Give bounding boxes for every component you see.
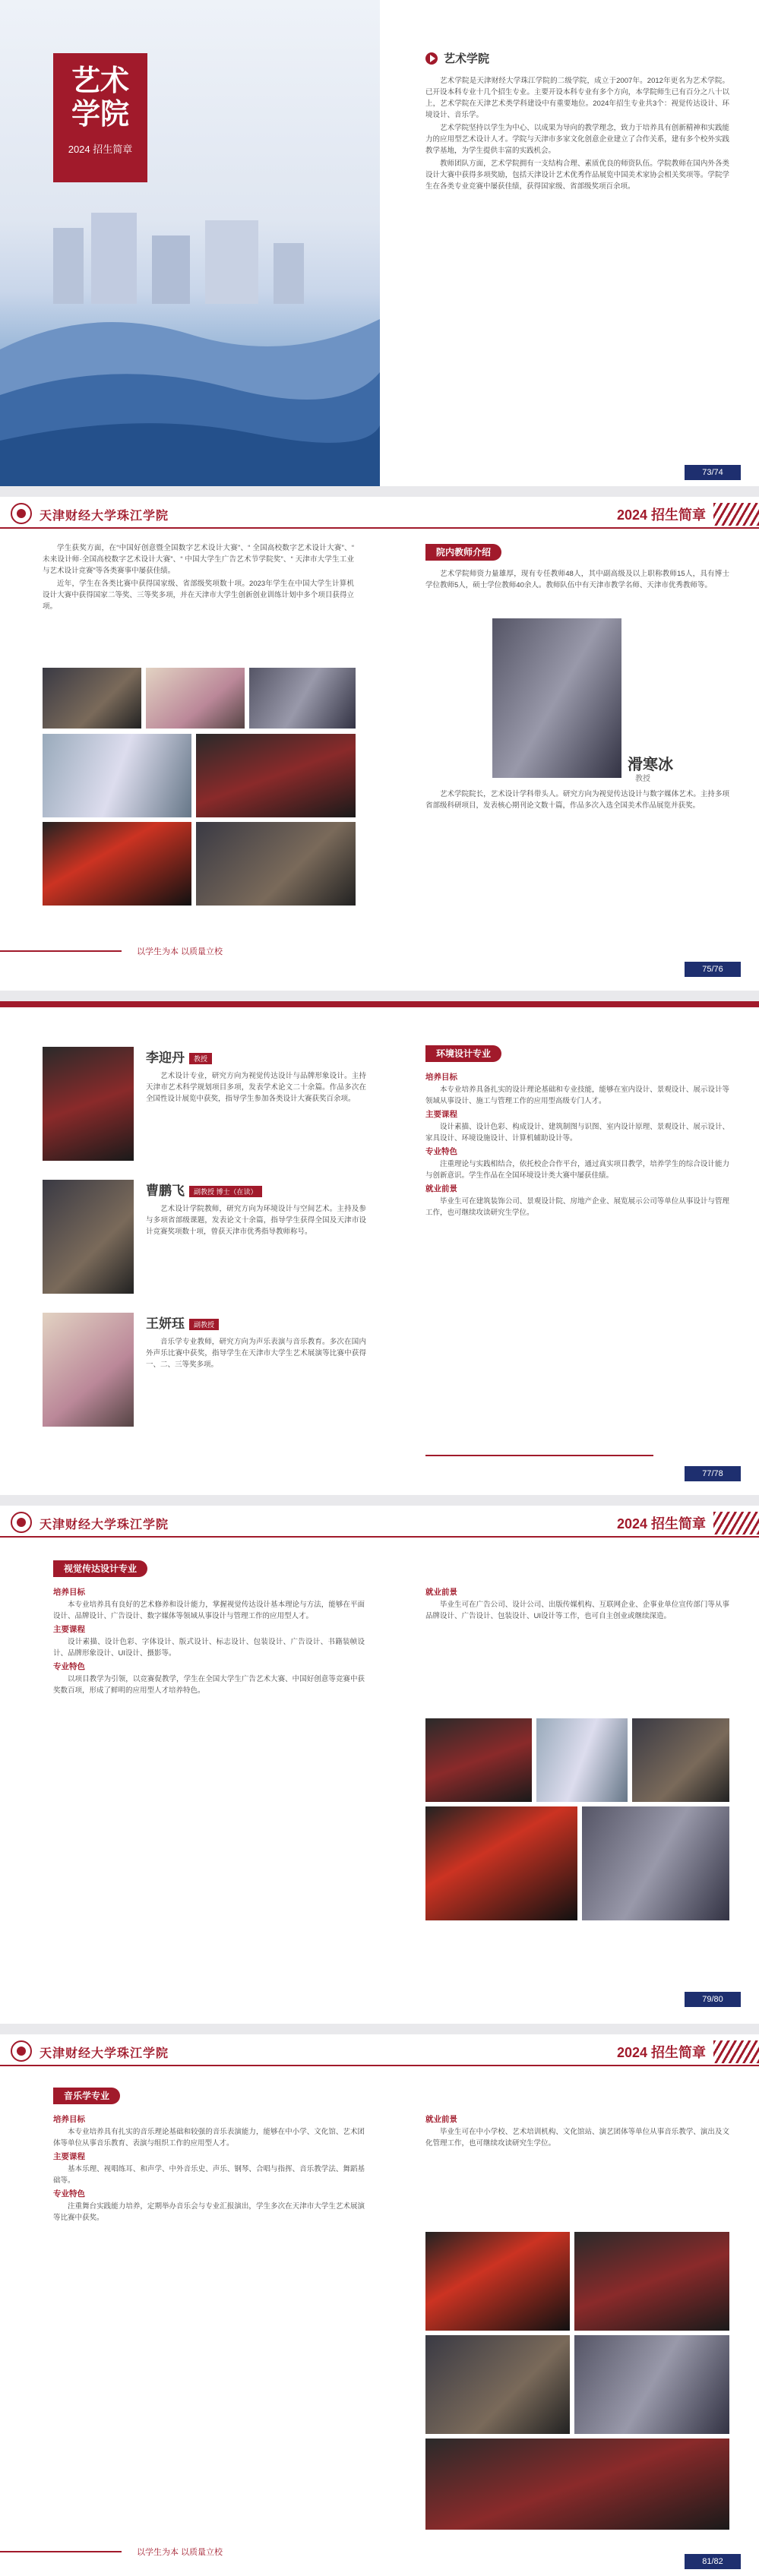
intro-text	[425, 75, 729, 192]
page-number: 81/82	[685, 2554, 741, 2569]
performance-photo	[425, 2335, 570, 2434]
event-photo	[249, 668, 356, 729]
intro-paragraph: 艺术学院坚持以学生为中心、以成果为导向的教学理念，致力于培养具有创新精神和实践能力的应用型艺术设计人才。学院与天津市多家文化创意企业建立了合作关系，建有多个校外实践教学基地，为学生提供丰富的实践机会。	[425, 124, 729, 155]
program-text: 注重舞台实践能力培养，定期举办音乐会与专业汇报演出，学生多次在天津市大学生艺术展演等比赛中获奖。	[53, 2202, 365, 2222]
program-text: 基本乐理、视唱练耳、和声学、中外音乐史、声乐、钢琴、合唱与指挥、音乐教学法、舞蹈基础等。	[53, 2165, 365, 2185]
teacher-name: 李迎丹	[146, 1051, 185, 1065]
performance-photo	[425, 2232, 570, 2331]
program-text: 本专业培养具备扎实的设计理论基础和专业技能，能够在室内设计、景观设计、展示设计等领域从事设计、施工与管理工作的应用型高级专门人才。	[425, 1086, 729, 1105]
event-photo	[196, 822, 356, 906]
cover-title-block	[53, 53, 147, 182]
program-text: 设计素描、设计色彩、字体设计、版式设计、标志设计、包装设计、广告设计、书籍装帧设计、品牌形象设计、UI设计、摄影等。	[53, 1638, 365, 1658]
footer-line	[0, 2551, 122, 2552]
page-cover	[0, 0, 759, 486]
header-stripe	[713, 503, 759, 526]
program-title: 音乐学专业	[53, 2088, 120, 2104]
teacher-bio	[146, 1203, 366, 1237]
program-text: 设计素描、设计色彩、构成设计、建筑制图与识图、室内设计原理、景观设计、展示设计、家具设计、环境设施设计、计算机辅助设计等。	[425, 1123, 729, 1143]
faculty-paragraph: 艺术学院师资力量雄厚，现有专任教师48人，其中副高级及以上职称教师15人，具有博士学位教师5人，硕士学位教师40余人。教师队伍中有天津市教学名师、天津市优秀教师等。	[425, 570, 729, 589]
program-subheading: 专业特色	[425, 1147, 457, 1156]
page-number: 79/80	[685, 1992, 741, 2007]
event-photo	[196, 734, 356, 817]
awards-paragraph: 近年，学生在各类比赛中获得国家级、省部级奖项数十项。2023年学生在中国大学生计算机设计大赛中获得国家二等奖、三等奖多项，并在天津市大学生创新创业训练计划中多个项目获得立项。	[43, 580, 354, 611]
program-title: 视觉传达设计专业	[53, 1560, 147, 1577]
intro-heading	[425, 50, 729, 66]
page-number: 77/78	[685, 1466, 741, 1481]
teacher-portrait	[43, 1180, 134, 1294]
teacher-bio	[425, 789, 729, 813]
page-number: 73/74	[685, 465, 741, 480]
program-subheading: 就业前景	[425, 1184, 457, 1193]
school-name: 天津财经大学珠江学院	[40, 1517, 169, 1531]
awards-text	[43, 542, 354, 614]
header-stripe	[713, 2040, 759, 2063]
intro-section	[425, 50, 729, 194]
program-subheading: 培养目标	[425, 1073, 457, 1082]
program-subheading: 主要课程	[425, 1110, 457, 1119]
header-line	[0, 2065, 759, 2066]
page-teachers	[0, 1001, 759, 1495]
page-header	[0, 497, 759, 530]
footer-line	[425, 1455, 653, 1456]
teacher-name: 曹鹏飞	[146, 1184, 185, 1198]
page-faculty	[0, 497, 759, 991]
student-work-photo	[582, 1806, 729, 1920]
career-section	[425, 1585, 729, 1623]
header-line	[0, 1536, 759, 1538]
program-text: 以项目教学为引领，以竞赛促教学，学生在全国大学生广告艺术大赛、中国好创意等竞赛中获奖数百项，形成了鲜明的应用型人才培养特色。	[53, 1675, 365, 1695]
teacher-name: 王妍珏	[146, 1316, 185, 1331]
performance-photo	[574, 2335, 729, 2434]
school-name: 天津财经大学珠江学院	[40, 2046, 169, 2060]
school-name: 天津财经大学珠江学院	[40, 508, 169, 523]
brochure-title: 2024 招生简章	[616, 1516, 706, 1531]
career-heading: 就业前景	[425, 2115, 457, 2124]
teacher-card	[146, 1180, 366, 1239]
brochure-title: 2024 招生简章	[616, 2045, 706, 2060]
page-header	[0, 2034, 759, 2068]
career-text: 毕业生可在中小学校、艺术培训机构、文化馆站、演艺团体等单位从事音乐教学、演出及文化管理工作，也可继续攻读研究生学位。	[425, 2128, 729, 2148]
career-heading: 就业前景	[425, 1588, 457, 1597]
career-text: 毕业生可在广告公司、设计公司、出版传媒机构、互联网企业、企事业单位宣传部门等从事品牌设计、广告设计、包装设计、UI设计等工作，也可自主创业或继续深造。	[425, 1601, 729, 1620]
program-subheading: 培养目标	[53, 2115, 85, 2124]
motto: 以学生为本 以质量立校	[137, 2548, 223, 2557]
cover-title-line2: 学院	[71, 96, 129, 131]
school-logo-icon	[11, 1512, 32, 1533]
program-text: 毕业生可在建筑装饰公司、景观设计院、房地产企业、展览展示公司等单位从事设计与管理工作，也可继续攻读研究生学位。	[425, 1197, 729, 1217]
faculty-title: 院内教师介绍	[425, 544, 501, 561]
teacher-card	[146, 1313, 366, 1372]
header-stripe	[713, 1512, 759, 1535]
page-visual-design	[0, 1506, 759, 2024]
teacher-portrait	[43, 1047, 134, 1161]
page-separator	[0, 991, 759, 1001]
top-band	[0, 1001, 759, 1007]
program-text: 本专业培养具有扎实的音乐理论基础和较强的音乐表演能力，能够在中小学、文化馆、艺术团体等单位从事音乐教育、表演与组织工作的应用型人才。	[53, 2128, 365, 2148]
program-title: 环境设计专业	[425, 1045, 501, 1062]
cover-illustration	[0, 0, 380, 486]
program-subheading: 培养目标	[53, 1588, 85, 1597]
program-details	[53, 1585, 365, 1698]
awards-paragraph: 学生获奖方面，在“中国好创意暨全国数字艺术设计大赛”、“ 全国高校数字艺术设计大赛”、“ 未来设计师·全国高校数字艺术设计大赛”、“ 中国大学生广告艺术节学院奖”、“ 天津市大学生工业与艺术设计竞赛”等各类赛事中屡获佳绩。	[43, 544, 354, 575]
program-details	[53, 2112, 365, 2225]
teacher-card	[146, 1047, 366, 1106]
career-section	[425, 2112, 729, 2151]
intro-title: 艺术学院	[444, 52, 490, 65]
teacher-name: 滑寒冰	[628, 757, 673, 773]
event-photo	[43, 734, 191, 817]
event-photo	[146, 668, 245, 729]
program-subheading: 主要课程	[53, 1625, 85, 1634]
program-text: 本专业培养具有良好的艺术修养和设计能力，掌握视觉传达设计基本理论与方法，能够在平面设计、品牌设计、广告设计、数字媒体等领域从事设计与管理工作的应用型人才。	[53, 1601, 365, 1620]
performance-photo	[425, 2439, 729, 2530]
page-number: 75/76	[685, 962, 741, 977]
brochure-title: 2024 招生简章	[616, 507, 706, 523]
page-separator	[0, 1495, 759, 1506]
school-logo-icon	[11, 503, 32, 524]
event-photo	[43, 822, 191, 906]
teacher-bio-text: 艺术设计专业，研究方向为视觉传达设计与品牌形象设计。主持天津市艺术科学规划项目多项，发表学术论文二十余篇。作品多次在全国性设计展览中获奖，指导学生参加各类设计大赛获奖百余项。	[146, 1072, 366, 1103]
teacher-title-badge: 副教授 博士（在读）	[189, 1186, 262, 1197]
teacher-title: 教授	[635, 775, 650, 783]
school-logo-icon	[11, 2040, 32, 2062]
teacher-bio	[146, 1336, 366, 1370]
teacher-title-badge: 副教授	[189, 1319, 219, 1330]
performance-photo	[574, 2232, 729, 2331]
cover-subtitle: 2024 招生简章	[68, 144, 133, 155]
program-subheading: 专业特色	[53, 1662, 85, 1671]
student-work-photo	[632, 1718, 729, 1802]
page-separator	[0, 2024, 759, 2034]
page-music	[0, 2034, 759, 2576]
student-work-photo	[536, 1718, 628, 1802]
teacher-title-badge: 教授	[189, 1053, 212, 1064]
teacher-bio	[146, 1070, 366, 1105]
teacher-bio-text: 音乐学专业教师，研究方向为声乐表演与音乐教育。多次在国内外声乐比赛中获奖，指导学生在天津市大学生艺术展演等比赛中获得一、二、三等奖多项。	[146, 1338, 366, 1369]
teacher-portrait	[43, 1313, 134, 1427]
header-line	[0, 527, 759, 529]
program-details	[425, 1070, 729, 1220]
teacher-portrait	[492, 618, 621, 778]
page-header	[0, 1506, 759, 1539]
motto: 以学生为本 以质量立校	[137, 947, 223, 956]
faculty-text	[425, 568, 729, 593]
teacher-bio-text: 艺术设计学院教师，研究方向为环境设计与空间艺术。主持及参与多项省部级课题，发表论文十余篇，指导学生获得全国及天津市设计竞赛奖项数十项，曾获天津市优秀指导教师称号。	[146, 1205, 366, 1236]
student-work-photo	[425, 1718, 532, 1802]
program-subheading: 专业特色	[53, 2189, 85, 2198]
program-text: 注重理论与实践相结合，依托校企合作平台，通过真实项目教学，培养学生的综合设计能力与创新意识。学生作品在全国环境设计类大赛中屡获佳绩。	[425, 1160, 729, 1180]
intro-paragraph: 艺术学院是天津财经大学珠江学院的二级学院，成立于2007年。2012年更名为艺术学院。已开设本科专业十几个招生专业。主要开设本科专业有多个方向，本学院师生已有百分之八十以上，艺术学院在天津艺术类学科建设中有重要地位。2024年招生专业共3个：视觉传达设计、环境设计、音乐学。	[425, 77, 729, 119]
intro-paragraph: 教师团队方面，艺术学院拥有一支结构合理、素质优良的师资队伍。学院教师在国内外各类设计大赛中获得多项奖励，包括天津设计艺术优秀作品展览中国美术家协会相关奖项等。学院学生在各类专业竞赛中屡获佳绩，获得国家级、省部级奖项百余项。	[425, 160, 729, 191]
cover-title-line1: 艺术	[71, 63, 129, 97]
student-work-photo	[425, 1806, 577, 1920]
footer-line	[0, 950, 122, 952]
page-separator	[0, 486, 759, 497]
play-circle-icon	[425, 52, 438, 65]
teacher-bio-text: 艺术学院院长，艺术设计学科带头人。研究方向为视觉传达设计与数字媒体艺术。主持多项省部级科研项目，发表核心期刊论文数十篇，作品多次入选全国美术作品展览并获奖。	[425, 790, 729, 810]
program-subheading: 主要课程	[53, 2152, 85, 2161]
event-photo	[43, 668, 141, 729]
